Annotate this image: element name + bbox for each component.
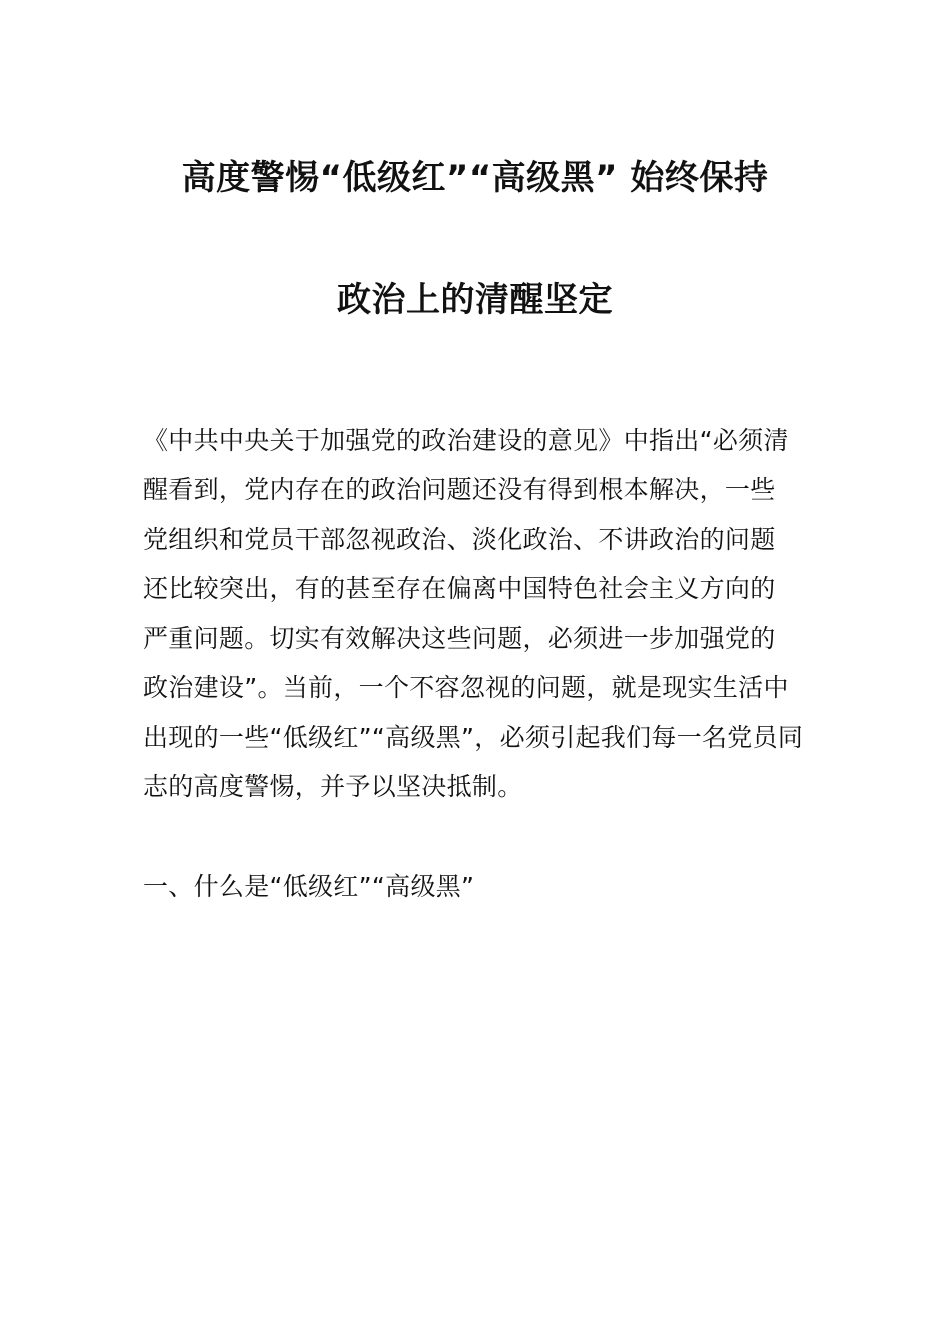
paragraph-line: 党组织和党员干部忽视政治、淡化政治、不讲政治的问题 xyxy=(143,525,776,554)
paragraph-line: 严重问题。切实有效解决这些问题，必须进一步加强党的 xyxy=(143,624,776,653)
document-title-line-1: 高度警惕“低级红”“高级黑” 始终保持 xyxy=(181,158,769,198)
document-title-line-2: 政治上的清醒坚定 xyxy=(337,280,613,320)
paragraph-line: 志的高度警惕，并予以坚决抵制。 xyxy=(143,772,523,801)
paragraph-line: 还比较突出，有的甚至存在偏离中国特色社会主义方向的 xyxy=(143,574,776,603)
paragraph-line: 醒看到，党内存在的政治问题还没有得到根本解决，一些 xyxy=(143,475,776,504)
paragraph-line: 出现的一些“低级红”“高级黑”，必须引起我们每一名党员同 xyxy=(143,723,804,752)
section-heading: 一、什么是“低级红”“高级黑” xyxy=(143,872,475,901)
paragraph-line: 《中共中央关于加强党的政治建设的意见》中指出“必须清 xyxy=(143,426,789,455)
paragraph-line: 政治建设”。当前，一个不容忽视的问题，就是现实生活中 xyxy=(143,673,789,702)
